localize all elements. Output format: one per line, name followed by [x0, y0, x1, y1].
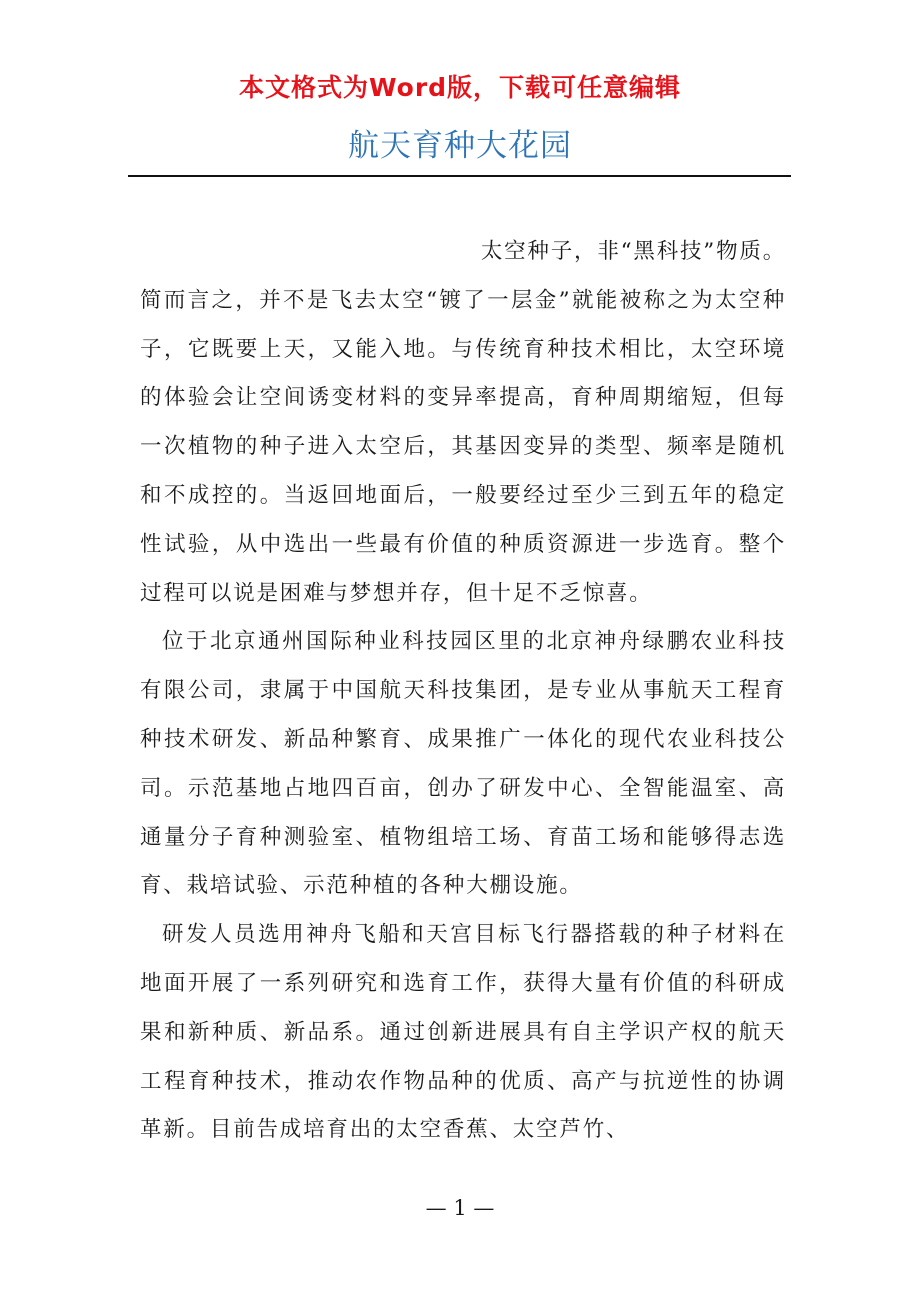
paragraph-3: 研发人员选用神舟飞船和天宫目标飞行器搭载的种子材料在地面开展了一系列研究和选育工作，获得大量有价值的科研成果和新种质、新品系。通过创新进展具有自主学识产权的航天工程育种技术，推动农作物品种的优质、高产与抗逆性的协调革新。目前告成培育出的太空香蕉、太空芦竹、	[140, 922, 786, 1143]
paragraph-1-lead: 太空种子，非“黑科技”物质。	[480, 239, 786, 264]
paragraph-1	[140, 228, 786, 618]
paragraph-2: 位于北京通州国际种业科技园区里的北京神舟绿鹏农业科技有限公司，隶属于中国航天科技集团，是专业从事航天工程育种技术研发、新品种繁育、成果推广一体化的现代农业科技公司。示范基地占地四百亩，创办了研发中心、全智能温室、高通量分子育种测验室、植物组培工场、育苗工场和能够得志选育、栽培试验、示范种植的各种大棚设施。	[140, 629, 786, 899]
page-number: — 1 —	[425, 1196, 495, 1220]
paragraph-1-text: 简而言之，并不是飞去太空“镀了一层金”就能被称之为太空种子，它既要上天，又能入地。与传统育种技术相比，太空环境的体验会让空间诱变材料的变异率提高，育种周期缩短，但每一次植物的种子进入太空后，其基因变异的类型、频率是随机和不成控的。当返回地面后，一般要经过至少三到五年的稳定性试验，从中选出一些最有价值的种质资源进一步选育。整个过程可以说是困难与梦想并存，但十足不乏惊喜。	[140, 287, 786, 606]
format-notice-banner: 本文格式为Word版，下载可任意编辑	[238, 73, 682, 102]
title-divider	[128, 175, 791, 177]
page-title: 航天育种大花园	[348, 128, 572, 164]
article-body	[140, 228, 786, 1155]
